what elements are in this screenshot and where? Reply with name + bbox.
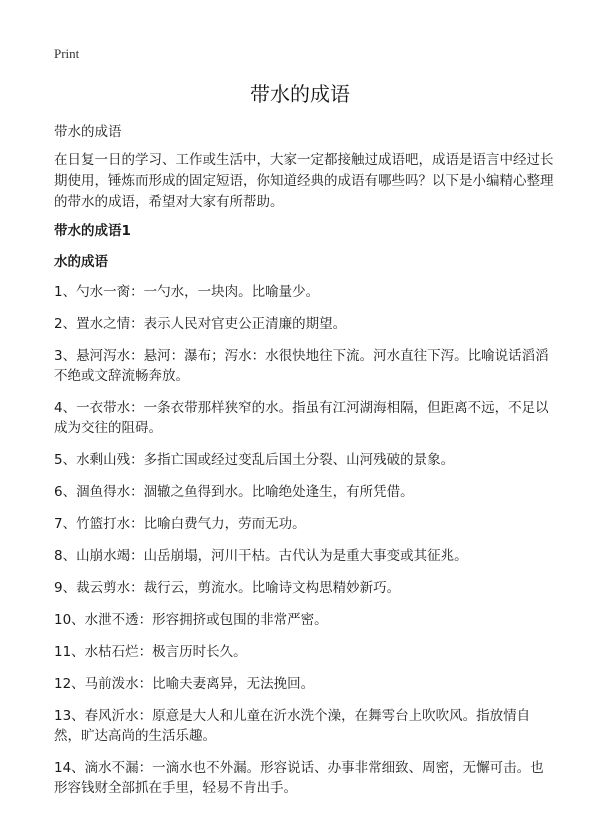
list-item: 2、置水之情：表示人民对官吏公正清廉的期望。 [54, 316, 347, 332]
page-title: 带水的成语 [250, 82, 350, 106]
list-item: 9、裁云剪水：裁行云，剪流水。比喻诗文构思精妙新巧。 [54, 580, 401, 596]
subsection-title: 水的成语 [54, 254, 108, 270]
list-item: 4、一衣带水：一条衣带那样狭窄的水。指虽有江河湖海相隔，但距离不远，不足以成为交往的阻碍。 [54, 400, 549, 436]
list-item: 12、马前泼水：比喻夫妻离异，无法挽回。 [54, 676, 315, 692]
list-item: 3、悬河泻水：悬河：瀑布；泻水：水很快地往下流。河水直往下泻。比喻说话滔滔不绝或文辞流畅奔放。 [54, 348, 549, 384]
list-item: 10、水泄不透：形容拥挤或包围的非常严密。 [54, 612, 328, 628]
list-item: 7、竹篮打水：比喻白费气力，劳而无功。 [54, 516, 306, 532]
list-item: 6、涸鱼得水：涸辙之鱼得到水。比喻绝处逢生，有所凭借。 [54, 484, 414, 500]
list-item: 11、水枯石烂：极言历时长久。 [54, 644, 247, 660]
print-link[interactable]: Print [54, 46, 80, 61]
list-item: 13、春风沂水：原意是大人和儿童在沂水洗个澡，在舞雩台上吹吹风。指放情自然，旷达高尚的生活乐趣。 [54, 708, 531, 744]
list-item: 8、山崩水竭：山岳崩塌，河川干枯。古代认为是重大事变或其征兆。 [54, 548, 468, 564]
intro-paragraph: 在日复一日的学习、工作或生活中，大家一定都接触过成语吧，成语是语言中经过长期使用，锤炼而形成的固定短语，你知道经典的成语有哪些吗？以下是小编精心整理的带水的成语，希望对大家有所帮助。 [54, 152, 554, 210]
document-subtitle: 带水的成语 [54, 124, 122, 140]
list-item: 5、水剩山残：多指亡国或经过变乱后国土分裂、山河残破的景象。 [54, 452, 455, 468]
section-title: 带水的成语1 [54, 223, 131, 239]
idiom-list [54, 282, 554, 810]
list-item: 14、滴水不漏：一滴水也不外漏。形容说话、办事非常细致、周密，无懈可击。也形容钱财全部抓在手里，轻易不肯出手。 [54, 760, 544, 796]
list-item: 1、勺水一脔：一勺水，一块肉。比喻量少。 [54, 284, 320, 300]
